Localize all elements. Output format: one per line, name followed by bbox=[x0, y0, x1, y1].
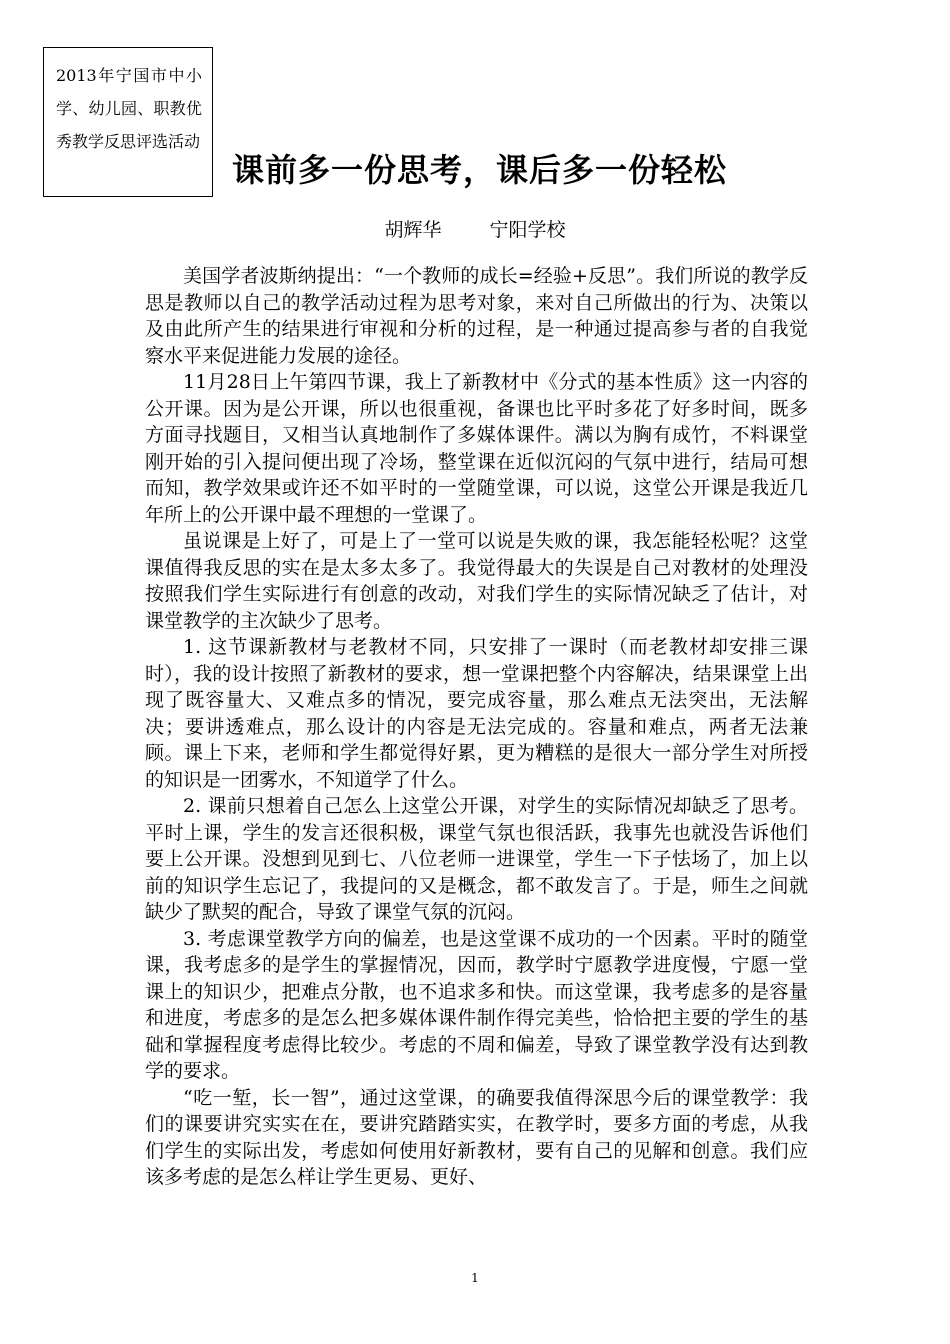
paragraph-intro: 美国学者波斯纳提出：“一个教师的成长=经验+反思”。我们所说的教学反思是教师以自己的教学活动过程为思考对象，来对自己所做出的行为、决策以及由此所产生的结果进行审视和分析的过程，是一种通过提高参与者的自我觉察水平来促进能力发展的途径。 bbox=[145, 265, 808, 367]
author-name: 胡辉华 bbox=[384, 219, 442, 241]
paragraph-reflection: 虽说课是上好了，可是上了一堂可以说是失败的课，我怎能轻松呢？这堂课值得我反思的实在是太多太多了。我觉得最大的失误是自己对教材的处理没按照我们学生实际进行有创意的改动，对我们学生的实际情况缺乏了估计，对课堂教学的主次缺少了思考。 bbox=[145, 530, 808, 632]
paragraph-conclusion: “吃一堑，长一智”，通过这堂课，的确要我值得深思今后的课堂教学：我们的课要讲究实实在在，要讲究踏踏实实，在教学时，要多方面的考虑，从我们学生的实际出发，考虑如何使用好新教材，要有自己的见解和创意。我们应该多考虑的是怎么样让学生更易、更好、 bbox=[145, 1086, 808, 1188]
paragraph-lesson-account: 11月28日上午第四节课，我上了新教材中《分式的基本性质》这一内容的公开课。因为是公开课，所以也很重视，备课也比平时多花了好多时间，既多方面寻找题目，又相当认真地制作了多媒体课件。满以为胸有成竹，不料课堂刚开始的引入提问便出现了冷场，整堂课在近似沉闷的气氛中进行，结局可想而知，教学效果或许还不如平时的一堂随堂课，可以说，这堂公开课是我近几年所上的公开课中最不理想的一堂课了。 bbox=[145, 371, 808, 526]
article-body bbox=[145, 263, 808, 1191]
school-name: 宁阳学校 bbox=[489, 219, 566, 241]
paragraph-point-3: 3. 考虑课堂教学方向的偏差，也是这堂课不成功的一个因素。平时的随堂课，我考虑多的是学生的掌握情况，因而，教学时宁愿教学进度慢，宁愿一堂课上的知识少，把难点分散，也不追求多和快。而这堂课，我考虑多的是容量和进度，考虑多的是怎么把多媒体课件制作得完美些，恰恰把主要的学生的基础和掌握程度考虑得比较少。考虑的不周和偏差，导致了课堂教学没有达到教学的要求。 bbox=[145, 927, 808, 1082]
activity-label-box bbox=[43, 47, 213, 197]
page-number: 1 bbox=[471, 1271, 479, 1285]
article-title: 课前多一份思考，课后多一份轻松 bbox=[232, 151, 728, 189]
byline bbox=[0, 216, 950, 244]
paragraph-point-1: 1. 这节课新教材与老教材不同，只安排了一课时（而老教材却安排三课时），我的设计按照了新教材的要求，想一堂课把整个内容解决，结果课堂上出现了既容量大、又难点多的情况，要完成容量，那么难点无法突出，无法解决；要讲透难点，那么设计的内容是无法完成的。容量和难点，两者无法兼顾。课上下来，老师和学生都觉得好累，更为糟糕的是很大一部分学生对所授的知识是一团雾水，不知道学了什么。 bbox=[145, 636, 808, 791]
activity-label-text: 2013年宁国市中小学、幼儿园、职教优秀教学反思评选活动 bbox=[56, 66, 202, 151]
paragraph-point-2: 2. 课前只想着自己怎么上这堂公开课，对学生的实际情况却缺乏了思考。平时上课，学生的发言还很积极，课堂气氛也很活跃，我事先也就没告诉他们要上公开课。没想到见到七、八位老师一进课堂，学生一下子怯场了，加上以前的知识学生忘记了，我提问的又是概念，都不敢发言了。于是，师生之间就缺少了默契的配合，导致了课堂气氛的沉闷。 bbox=[145, 795, 808, 923]
